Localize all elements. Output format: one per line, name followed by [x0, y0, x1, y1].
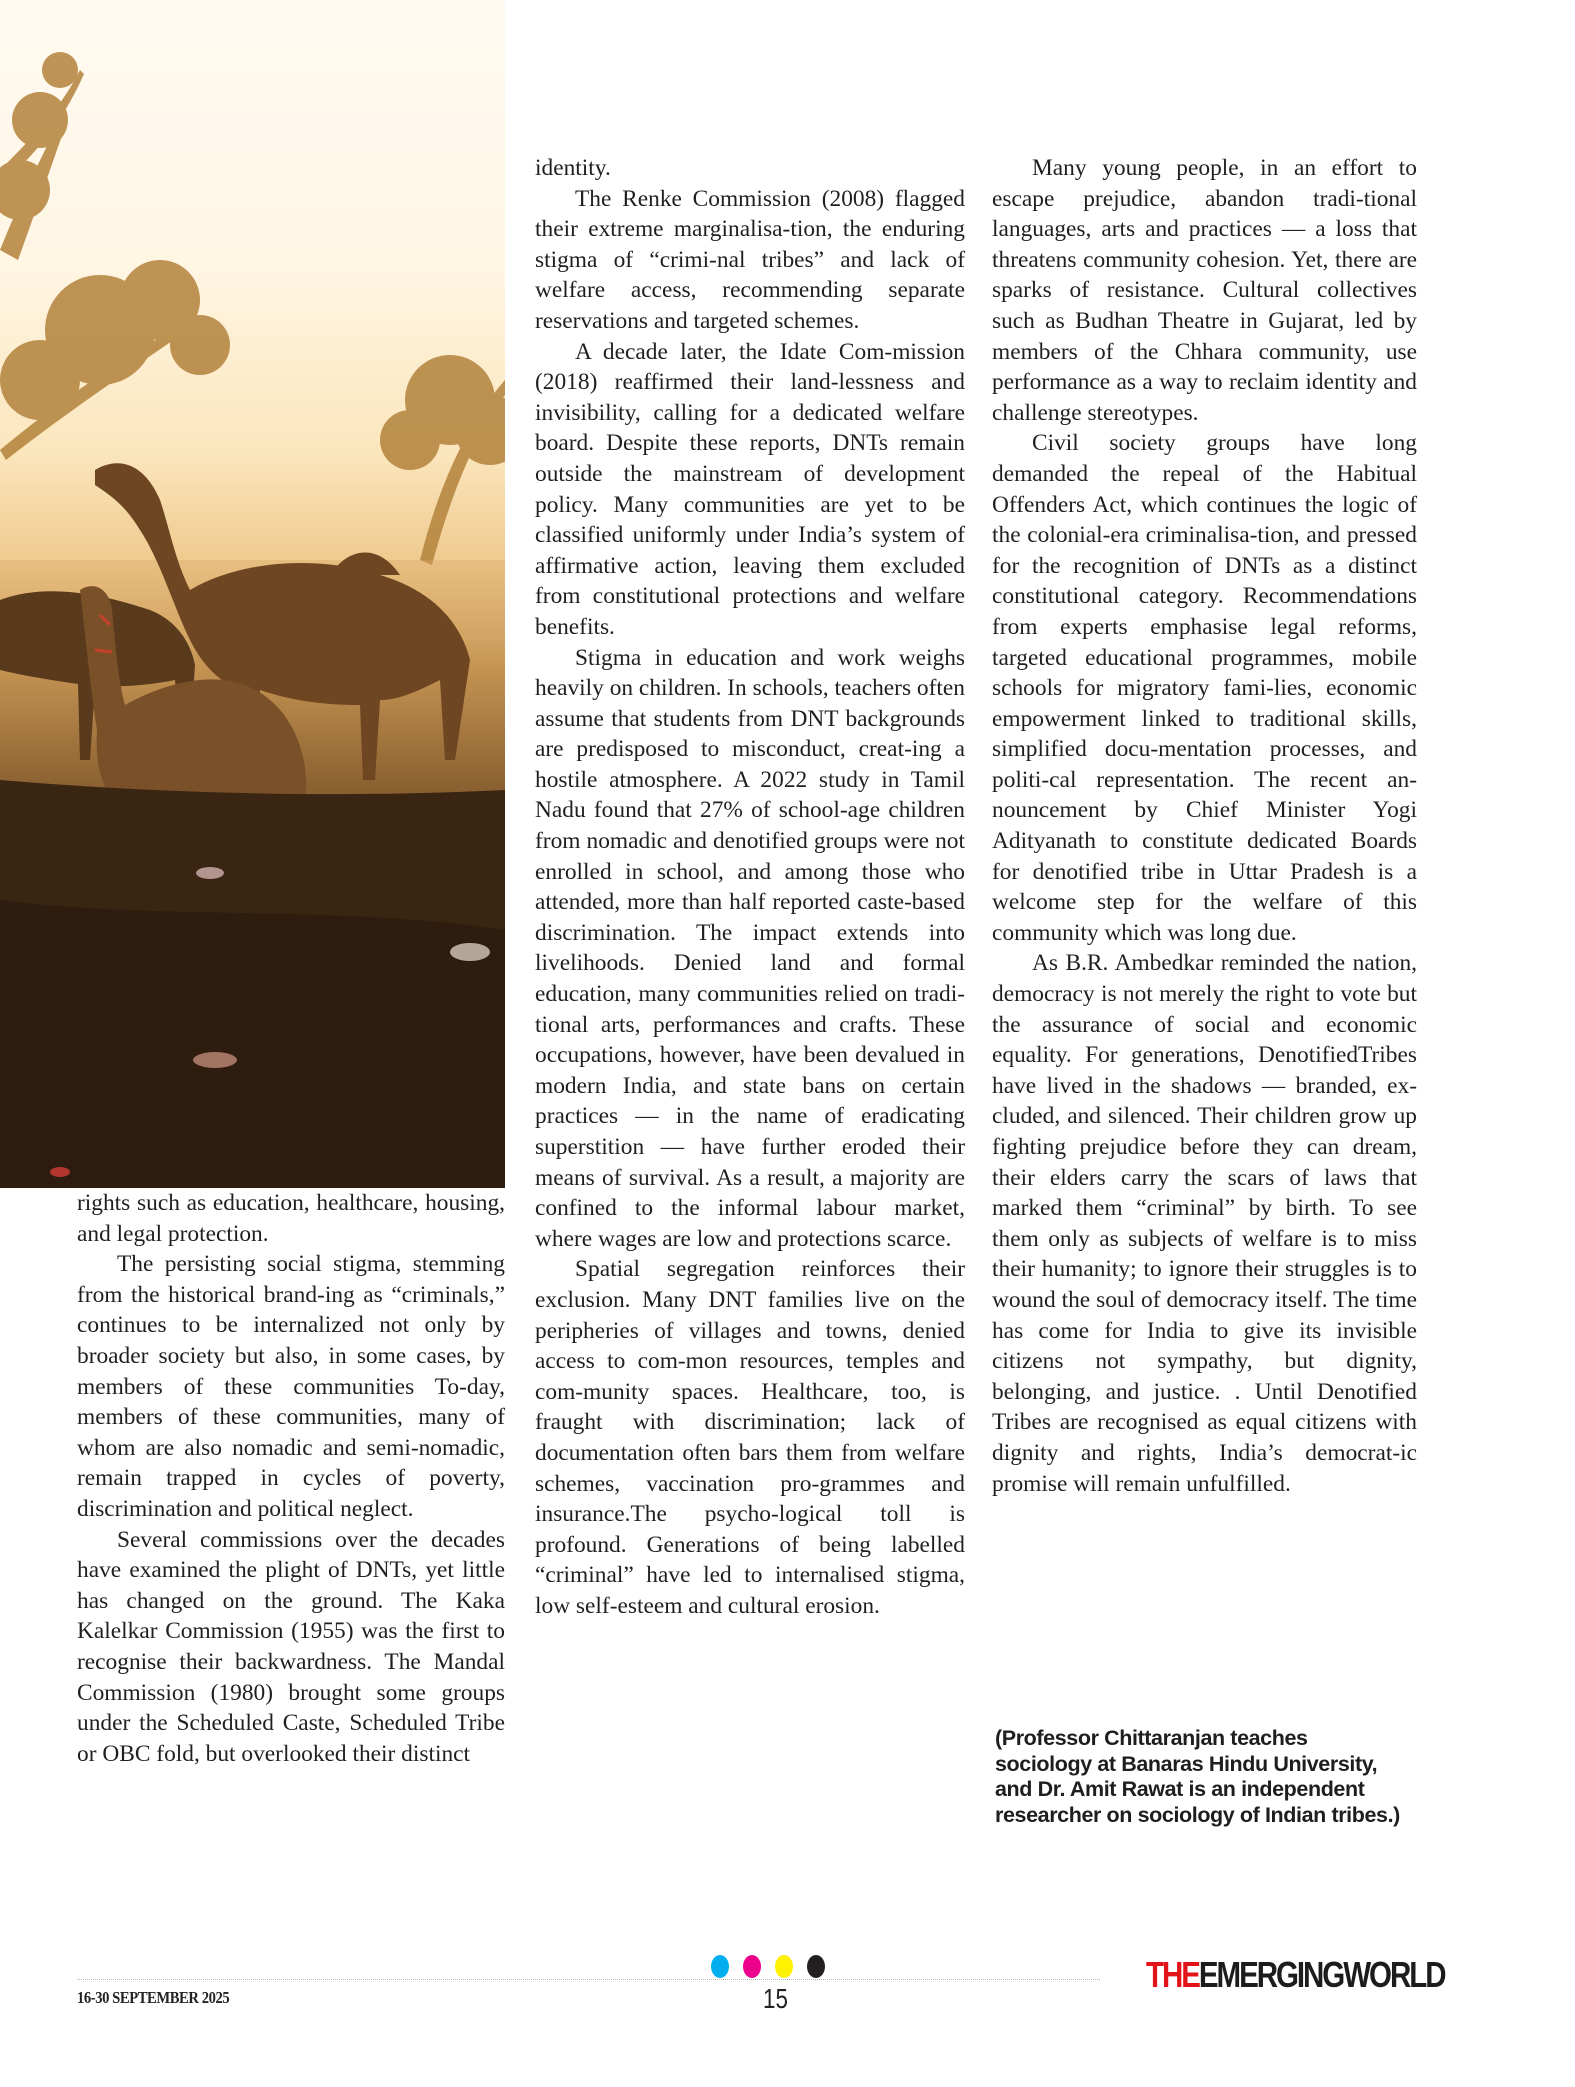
issue-date: 16-30 SEPTEMBER 2025: [77, 1988, 230, 2007]
masthead-rest: EMERGINGWORLD: [1198, 1954, 1445, 1995]
paragraph: Several commissions over the decades have examined the plight of DNTs, yet little has changed on the ground. The Kaka Kalelkar Commission (1955) was the first to recognise their backwardness. The Mandal Commission (1980) brought some groups under the Scheduled Caste, Scheduled Tribe or OBC fold, but overlooked their distinct: [77, 1526, 505, 1767]
article-column-2: [535, 153, 965, 1622]
paragraph: A decade later, the Idate Com-mission (2018) reaffirmed their land-lessness and invisibility, calling for a dedicated welfare board. Despite these reports, DNTs remain outside the mainstream of development policy. Many communities are yet to be classified uniformly under India’s system of affirmative action, leaving them excluded from constitutional protections and welfare benefits.: [535, 338, 965, 640]
camels-illustration: [0, 0, 505, 1188]
masthead-the: THE: [1146, 1954, 1199, 1995]
magenta-dot-icon: [743, 1955, 761, 1978]
black-dot-icon: [807, 1955, 825, 1978]
paragraph: rights such as education, healthcare, housing, and legal protection.: [77, 1190, 505, 1247]
yellow-dot-icon: [775, 1955, 793, 1978]
article-column-1: [77, 1188, 505, 1769]
paragraph: Many young people, in an effort to escape prejudice, abandon tradi-tional languages, arts and practices — a loss that threatens community cohesion. Yet, there are sparks of resistance. Cultural collectives such as Budhan Theatre in Gujarat, led by members of the Chhara community, use performance as a way to reclaim identity and challenge stereotypes.: [992, 155, 1417, 426]
cyan-dot-icon: [711, 1955, 729, 1978]
page-number: 15: [763, 1983, 788, 2014]
paragraph: Spatial segregation reinforces their exclusion. Many DNT families live on the peripheries of villages and towns, denied access to com-mon resources, temples and com-munity spaces. Healthcare, too, is fraught with discrimination; lack of documentation often bars them from welfare schemes, vaccination pro-grammes and insurance.The psycho-logical toll is profound. Generations of being labelled “criminal” have led to internalised stigma, low self-esteem and cultural erosion.: [535, 1256, 965, 1619]
paragraph: The Renke Commission (2008) flagged their extreme marginalisa-tion, the enduring stigma of “crimi-nal tribes” and lack of welfare access, recommending separate reservations and targeted schemes.: [535, 185, 965, 334]
publication-masthead: [1146, 1954, 1444, 1996]
article-column-3: [992, 153, 1417, 1499]
paragraph: The persisting social stigma, stemming from the historical brand-ing as “criminals,” continues to be internalized not only by broader society but also, in some cases, by members of these communities To-day, members of these communities, many of whom are also nomadic and semi-nomadic, remain trapped in cycles of poverty, discrimination and political neglect.: [77, 1251, 505, 1522]
registration-marks: [711, 1955, 825, 1978]
article-photo-camels: [0, 0, 505, 1188]
paragraph: Civil society groups have long demanded the repeal of the Habitual Offenders Act, which continues the logic of the colonial-era criminalisa-tion, and pressed for the recognition of DNTs as a distinct constitutional category. Recommendations from experts emphasise legal reforms, targeted educational programmes, mobile schools for migratory fami-lies, economic empowerment linked to traditional skills, simplified docu-mentation processes, and politi-cal representation. The recent an-nouncement by Chief Minister Yogi Adityanath to constitute dedicated Boards for denotified tribe in Uttar Pradesh is a welcome step for the welfare of this community which was long due.: [992, 430, 1417, 946]
author-byline: (Professor Chittaranjan teaches sociology at Banaras Hindu University, and Dr. Amit Rawat is an independent researcher on sociology of Indian tribes.): [995, 1726, 1400, 1827]
paragraph: identity.: [535, 155, 611, 181]
footer-divider: [77, 1979, 1100, 1980]
paragraph: Stigma in education and work weighs heavily on children. In schools, teachers often assume that students from DNT backgrounds are predisposed to misconduct, creat-ing a hostile atmosphere. A 2022 study in Tamil Nadu found that 27% of school-age children from nomadic and denotified groups were not enrolled in school, and among those who attended, more than half reported caste-based discrimination. The impact extends into livelihoods. Denied land and formal education, many communities relied on tradi-tional arts, performances and crafts. These occupations, however, have been devalued in modern India, and state bans on certain practices — in the name of eradicating superstition — have further eroded their means of survival. As a result, a majority are confined to the informal labour market, where wages are low and protections scarce.: [535, 644, 965, 1252]
paragraph: As B.R. Ambedkar reminded the nation, democracy is not merely the right to vote but the assurance of social and economic equality. For generations, DenotifiedTribes have lived in the shadows — branded, ex-cluded, and silenced. Their children grow up fighting prejudice before they can dream, their elders carry the scars of laws that marked them “criminal” by birth. To see them only as subjects of welfare is to miss their humanity; to ignore their struggles is to wound the soul of democracy itself. The time has come for India to give its invisible citizens not sympathy, but dignity, belonging, and justice. . Until Denotified Tribes are recognised as equal citizens with dignity and rights, India’s democrat-ic promise will remain unfulfilled.: [992, 950, 1417, 1497]
